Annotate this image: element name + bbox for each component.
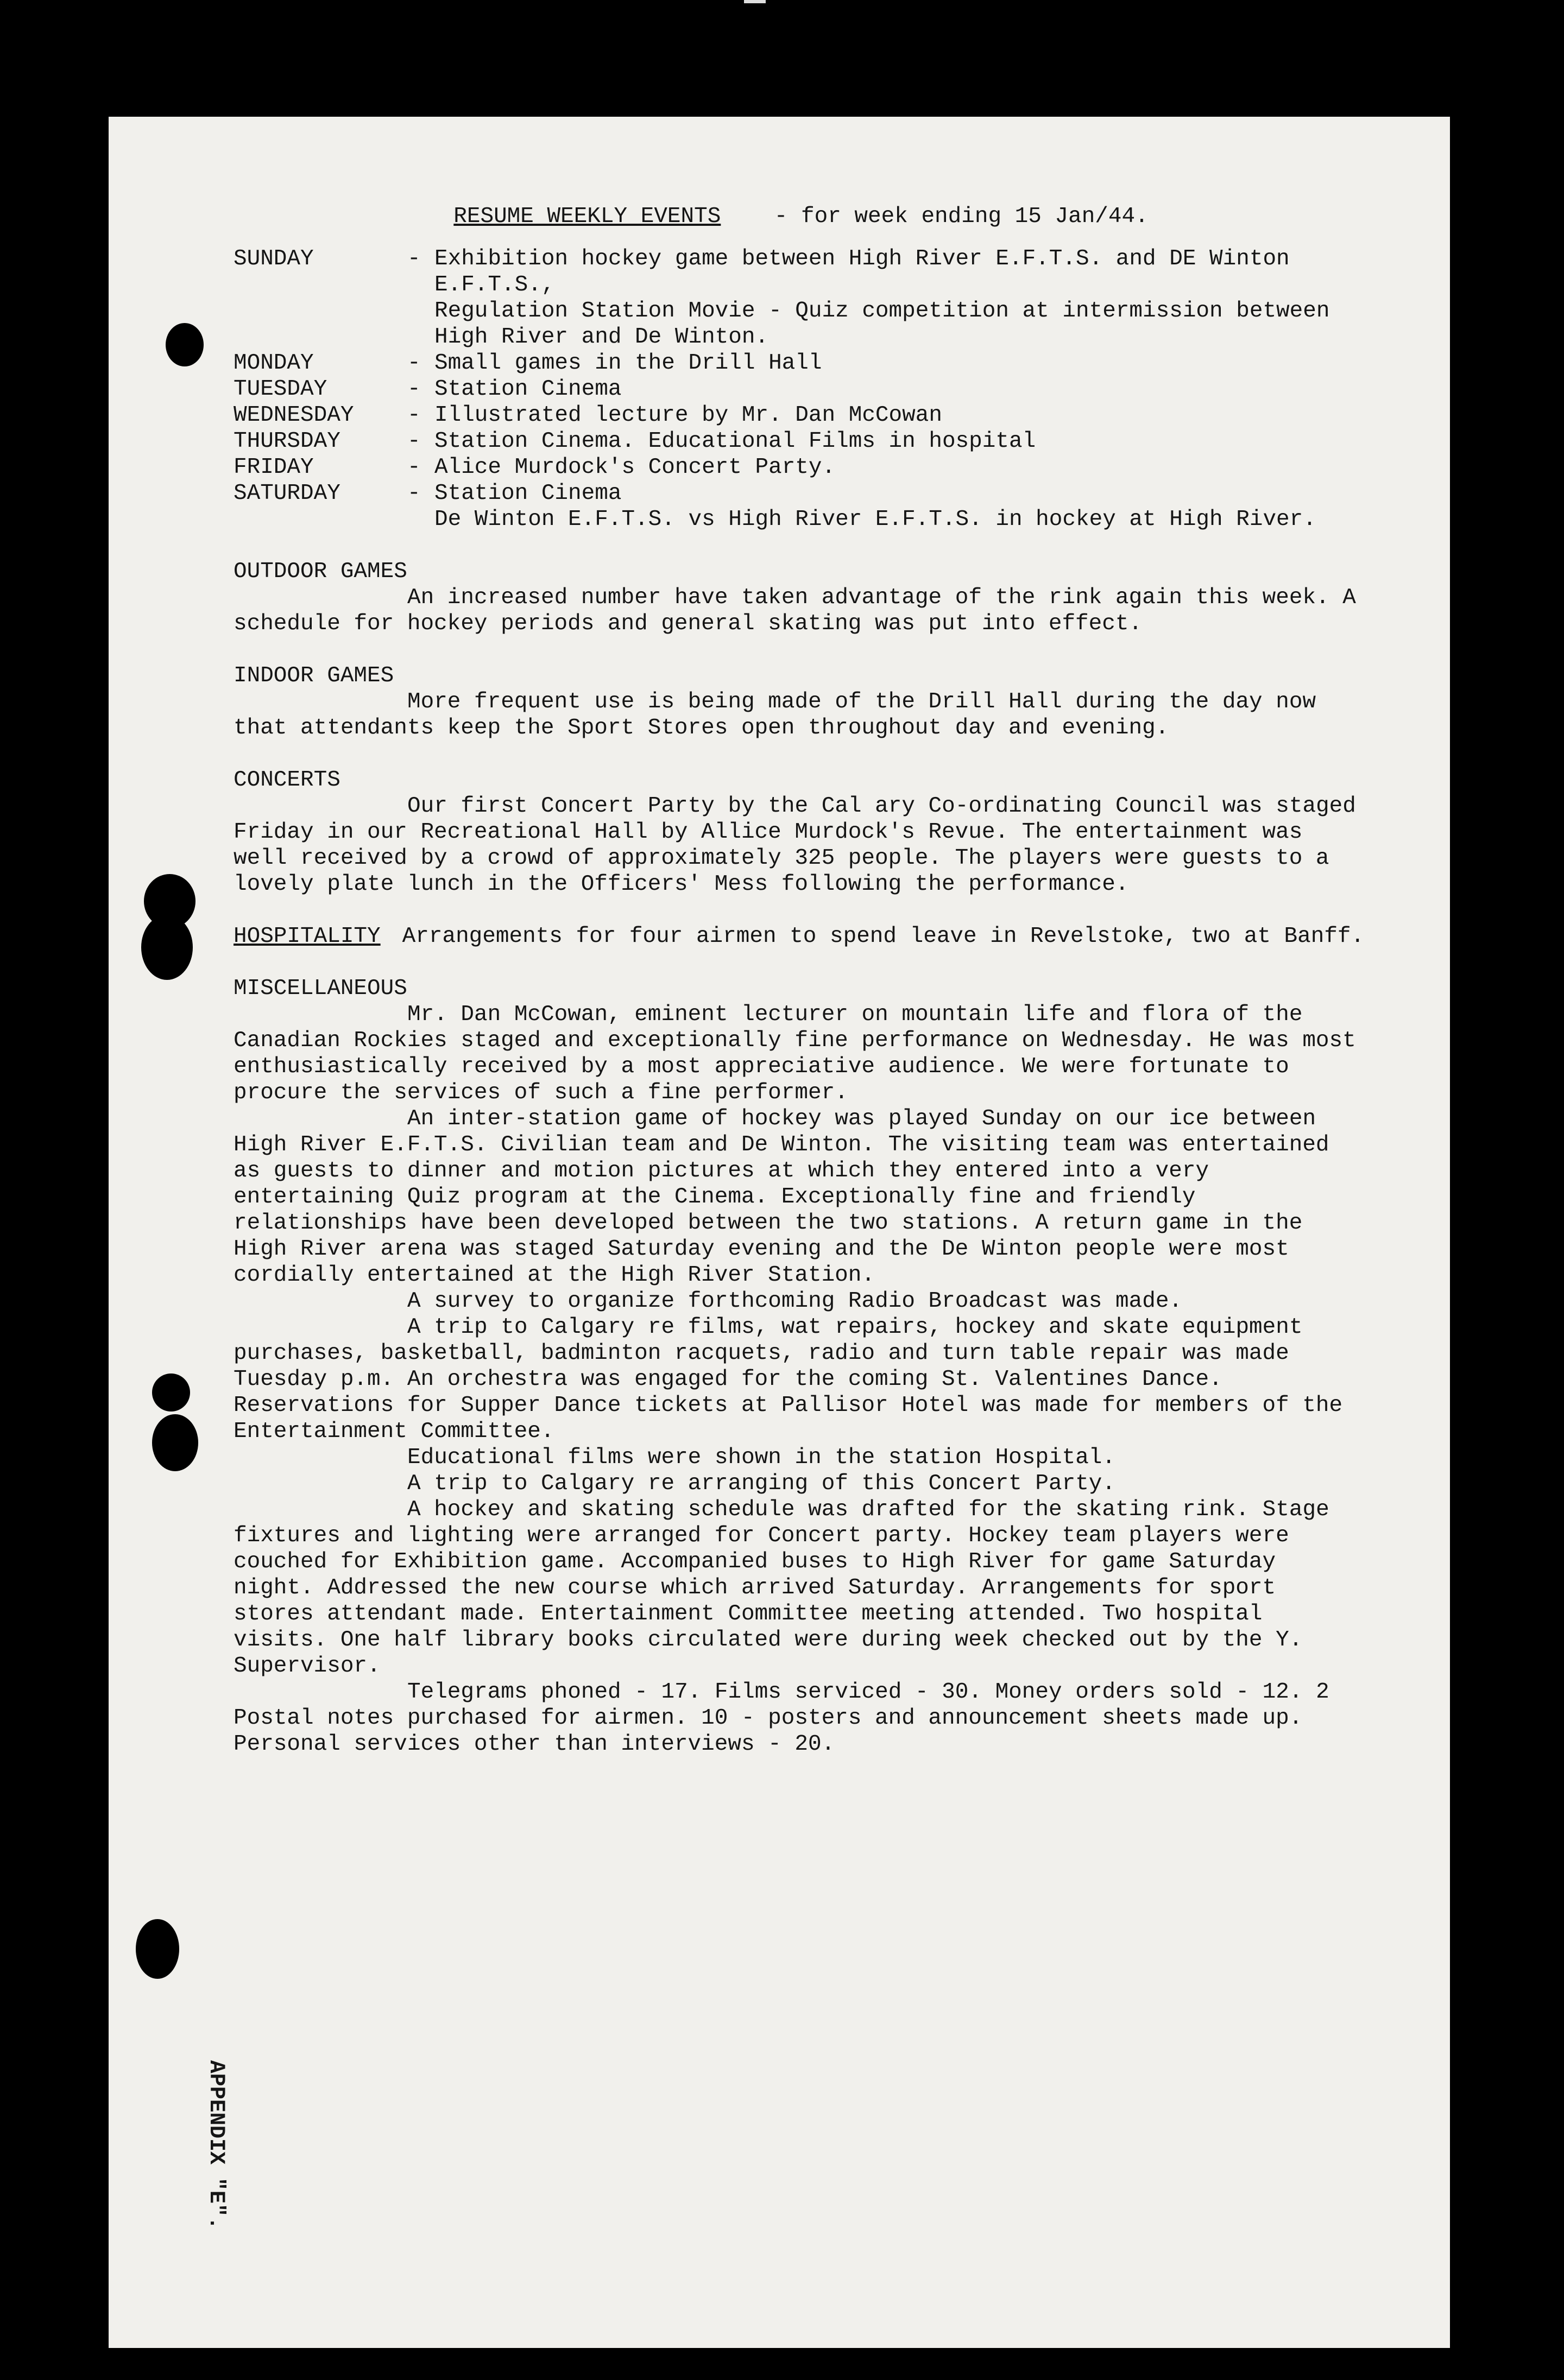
outdoor-section [234,559,1368,637]
punch-hole-top [166,323,204,366]
document-page [109,117,1450,2348]
schedule-day-empty [234,298,407,350]
indoor-text: More frequent use is being made of the Drill Hall during the day now that attendants keep the Sport Stores open throughout day and evening. [234,689,1316,740]
concerts-heading: CONCERTS [234,768,340,793]
schedule-row [234,298,1368,350]
schedule-day: THURSDAY [234,429,340,454]
concerts-text: Our first Concert Party by the Cal ary Co-ordinating Council was staged Friday in our Recreational Hall by Allice Murdock's Revue. The entertainment was well received by a crowd of approximately 325 people. The players were guests to a lovely plate lunch in the Officers' Mess following the performance. [234,794,1356,897]
schedule-dash: - [407,351,421,376]
hospitality-text: Arrangements for four airmen to spend leave in Revelstoke, two at Banff. [402,924,1365,949]
misc-paragraph: A hockey and skating schedule was drafted for the skating rink. Stage fixtures and lighting were arranged for Concert party. Hockey team players were couched for Exhibition game. Accompanied buses to High River for game Saturday night. Addressed the new course which arrived Saturday. Arrangements for sport stores attendant made. Entertainment Committee meeting attended. Two hospital visits. One half library books circulated were during week checked out by the Y. Supervisor. [234,1497,1329,1679]
punch-hole-low-1 [152,1373,190,1411]
schedule-day-empty [234,507,407,533]
schedule-day: FRIDAY [234,455,314,480]
schedule-row [234,402,1368,428]
appendix-label: APPENDIX "E". [204,2060,228,2230]
schedule-day: TUESDAY [234,377,327,402]
schedule-row [234,350,1368,376]
weekly-schedule [234,246,1368,533]
misc-paragraph: A trip to Calgary re films, wat repairs, hockey and skate equipment purchases, basketball, badminton racquets, radio and turn table repair was made Tuesday p.m. An orchestra was engaged for the coming St. Valentines Dance. Reservations for Supper Dance tickets at Pallisor Hotel was made for members of the Entertainment Committee. [234,1315,1343,1444]
schedule-event: Station Cinema [434,377,622,402]
page-title-suffix: - for week ending 15 Jan/44. [774,204,1149,229]
schedule-row [234,454,1368,480]
schedule-dash: - [407,377,421,402]
schedule-day: SUNDAY [234,246,314,271]
misc-paragraph: Educational films were shown in the station Hospital. [407,1445,1116,1470]
indoor-heading: INDOOR GAMES [234,663,394,688]
misc-paragraph: An inter-station game of hockey was played Sunday on our ice between High River E.F.T.S. Civilian team and De Winton. The visiting team was entertained as guests to dinner and motion pictures at which they entered into a very entertaining Quiz program at the Cinema. Exceptionally fine and friendly relationships have been developed between the two stations. A return game in the High River arena was staged Saturday evening and the De Winton people were most cordially entertained at the High River Station. [234,1106,1329,1288]
punch-hole-mid-2 [141,915,193,980]
schedule-dash: - [407,455,421,480]
schedule-event: De Winton E.F.T.S. vs High River E.F.T.S. in hockey at High River. [434,507,1316,532]
outdoor-text: An increased number have taken advantage of the rink again this week. A schedule for hockey periods and general skating was put into effect. [234,585,1356,636]
schedule-dash: - [407,403,421,428]
indoor-section [234,663,1368,741]
schedule-event: Exhibition hockey game between High River E.F.T.S. and DE Winton E.F.T.S., [434,246,1290,298]
schedule-dash: - [407,481,421,506]
schedule-row [234,480,1368,507]
hospitality-heading: HOSPITALITY [234,924,381,949]
schedule-event: Station Cinema. Educational Films in hospital [434,429,1036,454]
schedule-row [234,246,1368,298]
title-line [234,204,1368,230]
schedule-dash-empty [407,507,434,533]
schedule-day: SATURDAY [234,481,340,506]
page-title: RESUME WEEKLY EVENTS [453,204,721,229]
misc-paragraph: A survey to organize forthcoming Radio Broadcast was made. [407,1289,1183,1314]
schedule-dash: - [407,429,421,454]
document-body [234,204,1368,1757]
schedule-dash: - [407,246,421,271]
misc-paragraph: A trip to Calgary re arranging of this Concert Party. [407,1471,1116,1496]
schedule-day: MONDAY [234,351,314,376]
schedule-event: Alice Murdock's Concert Party. [434,455,836,480]
concerts-section [234,767,1368,897]
misc-paragraph: Mr. Dan McCowan, eminent lecturer on mountain life and flora of the Canadian Rockies staged and exceptionally fine performance on Wednesday. He was most enthusiastically received by a most appreciative audience. We were fortunate to procure the services of such a fine performer. [234,1002,1356,1105]
schedule-event: Illustrated lecture by Mr. Dan McCowan [434,403,942,428]
schedule-day: WEDNESDAY [234,403,354,428]
punch-hole-low-2 [152,1414,198,1471]
punch-hole-bottom [136,1919,179,1979]
schedule-row [234,507,1368,533]
misc-heading: MISCELLANEOUS [234,976,407,1001]
misc-section [234,976,1368,1757]
outdoor-heading: OUTDOOR GAMES [234,559,407,584]
hospitality-section [234,923,1368,950]
schedule-row [234,428,1368,454]
schedule-row [234,376,1368,402]
schedule-dash-empty [407,298,434,350]
schedule-event: Small games in the Drill Hall [434,351,822,376]
schedule-event: Station Cinema [434,481,622,506]
misc-paragraph: Telegrams phoned - 17. Films serviced - 30. Money orders sold - 12. 2 Postal notes purchased for airmen. 10 - posters and announcement sheets made up. Personal services other than interviews - 20. [234,1680,1329,1757]
top-edge-mark [744,0,766,3]
schedule-event: Regulation Station Movie - Quiz competition at intermission between High River and De Winton. [434,299,1330,350]
